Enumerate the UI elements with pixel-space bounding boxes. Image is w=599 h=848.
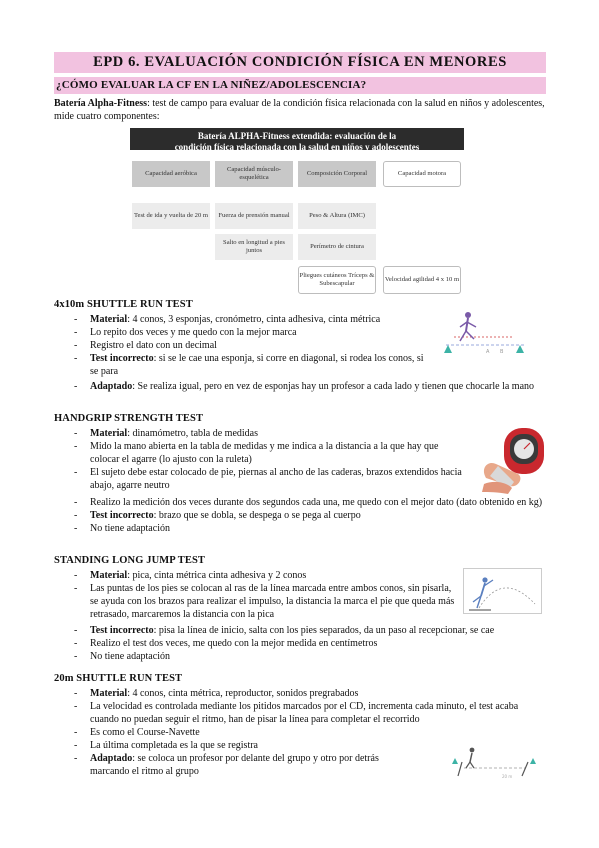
- list-handgrip-cont: [54, 496, 546, 535]
- intro-text: : test de campo para evaluar de la condición física relacionada con la salud en niños y adolescentes, mide cuatro componentes:: [54, 98, 545, 122]
- dynamometer-illustration: [478, 422, 550, 496]
- list-item: - Lo repito dos veces y me quedo con la mejor marca: [54, 326, 432, 339]
- long-jump-illustration: [463, 568, 542, 614]
- list-item: - Realizo la medición dos veces durante dos segundos cada una, me quedo con el mejor dato (dato obtenido en kg): [54, 496, 546, 509]
- list-item: - Test incorrecto: si se le cae una esponja, si corre en diagonal, si rodea los conos, si se para: [54, 352, 432, 378]
- box-peso-altura: Peso & Altura (IMC): [298, 203, 376, 229]
- list-item: - Test incorrecto: pisa la línea de inicio, salta con los pies separados, da un paso al recepcionar, se cae: [54, 624, 546, 637]
- list-item: - Registro el dato con un decimal: [54, 339, 432, 352]
- list-item: - Adaptado: se coloca un profesor por delante del grupo y otro por detrás marcando el ritmo al grupo: [54, 752, 396, 778]
- svg-text:B: B: [500, 349, 504, 355]
- alpha-fitness-diagram: [130, 128, 464, 296]
- list-long-jump: [54, 569, 462, 621]
- list-item: - Material: 4 conos, 3 esponjas, cronómetro, cinta adhesiva, cinta métrica: [54, 313, 432, 326]
- heading-4x10-shuttle: 4x10m SHUTTLE RUN TEST: [54, 299, 193, 310]
- box-fuerza-prension: Fuerza de prensión manual: [215, 203, 293, 229]
- list-long-jump-cont: [54, 624, 546, 663]
- list-item: - Material: pica, cinta métrica cinta adhesiva y 2 conos: [54, 569, 462, 582]
- intro-paragraph: [54, 97, 546, 123]
- page-content: [54, 52, 546, 123]
- section-subtitle: ¿CÓMO EVALUAR LA CF EN LA NIÑEZ/ADOLESCENCIA?: [54, 77, 546, 94]
- list-item: - La última completada es la que se registra: [54, 739, 546, 752]
- intro-bold: Batería Alpha-Fitness: [54, 98, 148, 109]
- list-item: - Material: dinamómetro, tabla de medidas: [54, 427, 466, 440]
- box-salto-longitud: Salto en longitud a pies juntos: [215, 234, 293, 260]
- list-4x10-shuttle-cont: [54, 380, 546, 393]
- svg-text:20 m: 20 m: [502, 774, 513, 779]
- diagram-header-line1: Batería ALPHA-Fitness extendida: evaluación de la: [197, 131, 397, 141]
- list-handgrip: [54, 427, 466, 492]
- page-title: EPD 6. EVALUACIÓN CONDICIÓN FÍSICA EN MENORES: [54, 52, 546, 73]
- list-4x10-shuttle: [54, 313, 432, 378]
- list-item: - Las puntas de los pies se colocan al ras de la línea marcada entre ambos conos, sin pisarla, se ayuda con los brazos para realizar el impulso, la distancia la marca el pie que queda más retrasado, marcaremos la distancia con la pica: [54, 582, 462, 621]
- list-item: - Material: 4 conos, cinta métrica, reproductor, sonidos pregrabados: [54, 687, 546, 700]
- box-perimetro-cintura: Perímetro de cintura: [298, 234, 376, 260]
- list-item: - Realizo el test dos veces, me quedo con la mejor medida en centímetros: [54, 637, 546, 650]
- heading-20m-shuttle: 20m SHUTTLE RUN TEST: [54, 673, 183, 684]
- box-pliegues-cutaneos: Pliegues cutáneos Tríceps & Subescapular: [298, 266, 376, 294]
- box-capacidad-musculo: Capacidad músculo-esquelética: [215, 161, 293, 187]
- list-item: - No tiene adaptación: [54, 650, 546, 663]
- list-item: - Mido la mano abierta en la tabla de medidas y me indica a la distancia a la que hay que colocar el agarre (lo ajusto con la ruleta): [54, 440, 466, 466]
- box-capacidad-aerobica: Capacidad aeróbica: [132, 161, 210, 187]
- box-test-ida-vuelta: Test de ida y vuelta de 20 m: [132, 203, 210, 229]
- svg-text:A: A: [486, 349, 490, 355]
- diagram-header: [130, 128, 464, 150]
- box-composicion-corporal: Composición Corporal: [298, 161, 376, 187]
- list-item: - Es como el Course-Navette: [54, 726, 546, 739]
- diagram-header-line2: condición física relacionada con la salud en niños y adolescentes: [174, 142, 420, 152]
- list-item: - No tiene adaptación: [54, 522, 546, 535]
- list-20m-shuttle-cont: [54, 752, 396, 778]
- box-capacidad-motora: Capacidad motora: [383, 161, 461, 187]
- list-item: - El sujeto debe estar colocado de pie, piernas al ancho de las caderas, brazos extendidos hacia abajo, agarre neutro: [54, 466, 466, 492]
- list-item: - La velocidad es controlada mediante los pitidos marcados por el CD, incrementa cada minuto, el test acaba cuando no puedan seguir el ritmo, han de pisar la línea para completar el recorrido: [54, 700, 546, 726]
- 20m-shuttle-illustration: [446, 742, 538, 780]
- list-item: - Test incorrecto: brazo que se dobla, se despega o se pega al cuerpo: [54, 509, 546, 522]
- heading-handgrip: HANDGRIP STRENGTH TEST: [54, 413, 204, 424]
- box-velocidad-agilidad: Velocidad agilidad 4 x 10 m: [383, 266, 461, 294]
- list-item: - Adaptado: Se realiza igual, pero en vez de esponjas hay un profesor a cada lado y tienen que chocarle la mano: [54, 380, 546, 393]
- shuttle-run-illustration: [434, 307, 534, 361]
- heading-long-jump: STANDING LONG JUMP TEST: [54, 555, 205, 566]
